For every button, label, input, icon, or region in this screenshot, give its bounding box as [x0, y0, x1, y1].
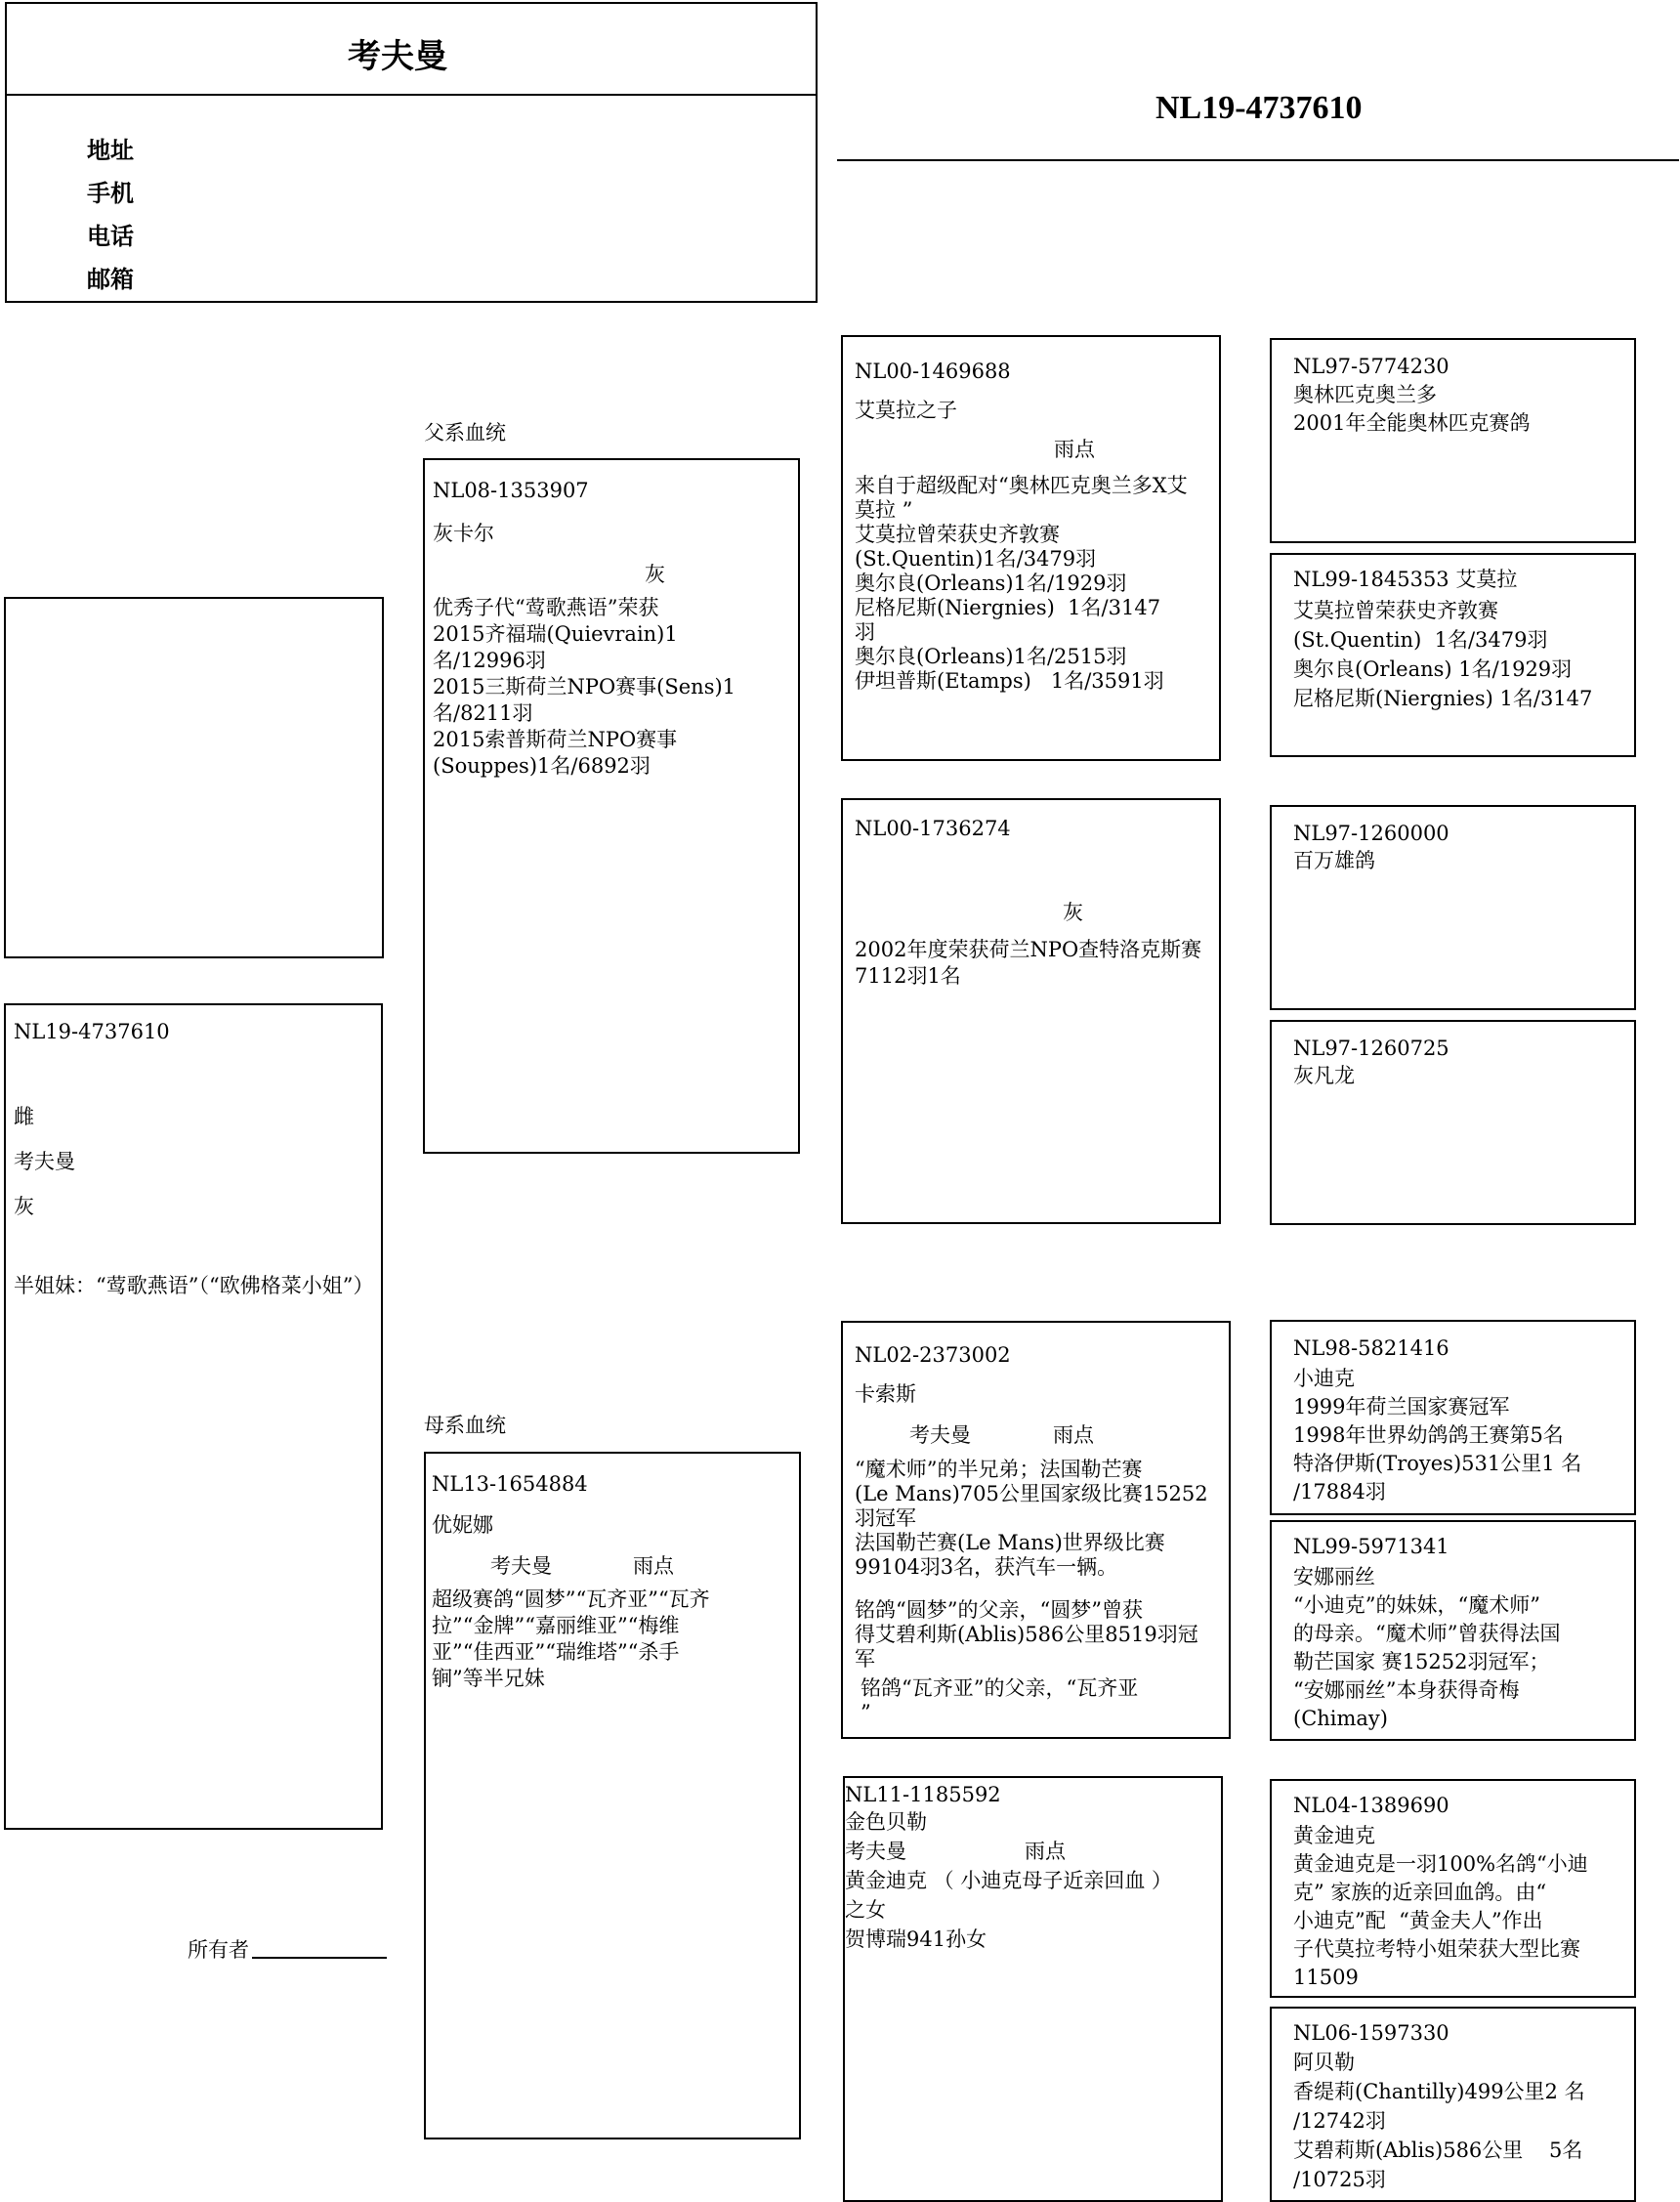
sire-color: 灰	[645, 563, 665, 586]
dam-dam-text: 黄金迪克 （ 小迪克母子近亲回血 ） 之女 贺博瑞941孙女	[845, 1869, 1173, 1951]
dam-sire-breeder: 考夫曼	[909, 1423, 971, 1447]
sds-card	[1270, 805, 1636, 1010]
subject-ring: NL19-4737610	[14, 1020, 170, 1043]
owner-label: 所有者	[188, 1938, 249, 1962]
dam-dam-card	[843, 1776, 1223, 2202]
owner-signature-line	[252, 1957, 387, 1959]
sss-card	[1270, 338, 1636, 543]
email-label: 邮箱	[87, 266, 134, 293]
ddd-ring: NL06-1597330	[1293, 2021, 1449, 2045]
address-label: 地址	[87, 137, 134, 164]
sss-text: 奥林匹克奥兰多 2001年全能奥林匹克赛鸽	[1293, 383, 1531, 435]
sdd-text: 灰凡龙	[1293, 1064, 1355, 1087]
sds-ring: NL97-1260000	[1293, 822, 1449, 845]
sire-sire-color: 雨点	[1054, 438, 1095, 461]
dam-sire-ring: NL02-2373002	[855, 1343, 1011, 1367]
dam-color: 雨点	[633, 1554, 674, 1578]
sire-dam-color: 灰	[1063, 901, 1083, 924]
sss-ring: NL97-5774230	[1293, 355, 1449, 378]
dss-card	[1270, 1320, 1636, 1515]
sire-dam-card	[841, 798, 1221, 1224]
dam-card	[424, 1452, 801, 2139]
ssd-card	[1270, 553, 1636, 757]
dss-ring: NL98-5821416	[1293, 1336, 1449, 1360]
dsd-card	[1270, 1520, 1636, 1741]
mobile-label: 手机	[87, 180, 134, 207]
sire-dam-ring: NL00-1736274	[855, 817, 1011, 840]
ddd-card	[1270, 2007, 1636, 2202]
sire-dam-text: 2002年度荣获荷兰NPO查特洛克斯赛 7112羽1名	[855, 938, 1202, 988]
dam-sire-name: 卡索斯	[855, 1382, 916, 1406]
sdd-ring: NL97-1260725	[1293, 1037, 1449, 1060]
dam-dam-ring: NL11-1185592	[845, 1783, 1001, 1806]
dam-text: 超级赛鸽“圆梦”“瓦齐亚”“瓦齐 拉”“金牌”“嘉丽维亚”“梅维 亚”“佳西亚”“瑞维塔”“杀手 锏”等半兄妹	[432, 1588, 710, 1690]
ddd-text: 阿贝勒 香缇莉(Chantilly)499公里2 名 /12742羽 艾碧莉斯(Ablis)586公里 5名 /10725羽	[1293, 2051, 1585, 2191]
subject-note: 半姐妹：“莺歌燕语”（“欧佛格菜小姐”）	[14, 1274, 374, 1297]
ssd-text: 艾莫拉曾荣获史齐敦赛 (St.Quentin) 1名/3479羽 奥尔良(Orleans) 1名/1929羽 尼格尼斯(Niergnies) 1名/3147	[1293, 599, 1593, 710]
dam-dam-breeder: 考夫曼	[845, 1840, 906, 1863]
dam-dam-name: 金色贝勒	[845, 1810, 927, 1834]
sire-name: 灰卡尔	[433, 522, 494, 545]
sire-line-label: 父系血统	[424, 421, 506, 445]
dam-ring: NL13-1654884	[432, 1472, 588, 1496]
sire-text: 优秀子代“莺歌燕语”荣获 2015齐福瑞(Quievrain)1 名/12996羽 2015三斯荷兰NPO赛事(Sens)1 名/8211羽 2015索普斯荷兰NPO赛事 (Souppes)1名/6892羽	[433, 596, 736, 778]
dam-sire-text-3: 铭鸽“瓦齐亚”的父亲，“瓦齐亚 ”	[861, 1676, 1139, 1724]
photo-frame	[4, 597, 384, 958]
sdd-card	[1270, 1020, 1636, 1225]
subject-color: 灰	[14, 1195, 34, 1218]
dsd-text: 安娜丽丝 “小迪克”的妹妹，“魔术师” 的母亲。“魔术师”曾获得法国 勒芒国家 赛15252羽冠军； “安娜丽丝”本身获得奇梅 (Chimay)	[1293, 1565, 1561, 1730]
dam-name: 优妮娜	[432, 1513, 493, 1537]
dds-text: 黄金迪克 黄金迪克是一羽100%名鸽“小迪 克” 家族的近亲回血鸽。由“ 小迪克”配 “黄金夫人”作出 子代莫拉考特小姐荣获大型比赛 11509	[1293, 1824, 1588, 1989]
sds-text: 百万雄鸽	[1293, 849, 1375, 872]
phone-label: 电话	[87, 223, 134, 250]
subject-breeder: 考夫曼	[14, 1150, 75, 1173]
header-divider	[7, 94, 816, 96]
header-box	[5, 2, 818, 303]
sire-sire-card	[841, 335, 1221, 761]
dsd-ring: NL99-5971341	[1293, 1535, 1449, 1558]
ring-number-title: NL19-4737610	[1155, 90, 1363, 126]
subject-card	[4, 1003, 383, 1830]
dam-breeder: 考夫曼	[490, 1554, 552, 1578]
dam-sire-text: “魔术师”的半兄弟；法国勒芒赛 (Le Mans)705公里国家级比赛15252 羽冠军 法国勒芒赛(Le Mans)世界级比赛 99104羽3名，获汽车一辆。	[855, 1458, 1208, 1579]
sire-sire-text: 来自于超级配对“奥林匹克奥兰多X艾 莫拉 ” 艾莫拉曾荣获史齐敦赛 (St.Quentin)1名/3479羽 奥尔良(Orleans)1名/1929羽 尼格尼斯(Niergnies) 1名/3147 羽 奥尔良(Orleans)1名/2515羽 伊坦普斯(Etamps) 1名/3591羽	[855, 474, 1188, 693]
dam-line-label: 母系血统	[424, 1414, 506, 1437]
ssd-ring: NL99-1845353 艾莫拉	[1293, 568, 1518, 591]
dam-dam-color: 雨点	[1025, 1840, 1066, 1863]
dam-sire-color: 雨点	[1053, 1423, 1094, 1447]
sire-sire-ring: NL00-1469688	[855, 360, 1011, 383]
sire-sire-name: 艾莫拉之子	[855, 399, 957, 422]
sire-ring: NL08-1353907	[433, 479, 589, 502]
dds-card	[1270, 1779, 1636, 1998]
owner-name: 考夫曼	[348, 37, 447, 76]
dam-sire-text-2: 铭鸽“圆梦”的父亲，“圆梦”曾获 得艾碧利斯(Ablis)586公里8519羽冠 军	[855, 1598, 1198, 1671]
dds-ring: NL04-1389690	[1293, 1794, 1449, 1817]
title-underline	[837, 159, 1679, 161]
dam-sire-card	[841, 1321, 1231, 1739]
sire-card	[423, 458, 800, 1154]
subject-sex: 雌	[14, 1105, 34, 1128]
dss-text: 小迪克 1999年荷兰国家赛冠军 1998年世界幼鸽鸽王赛第5名 特洛伊斯(Troyes)531公里1 名 /17884羽	[1293, 1367, 1582, 1503]
